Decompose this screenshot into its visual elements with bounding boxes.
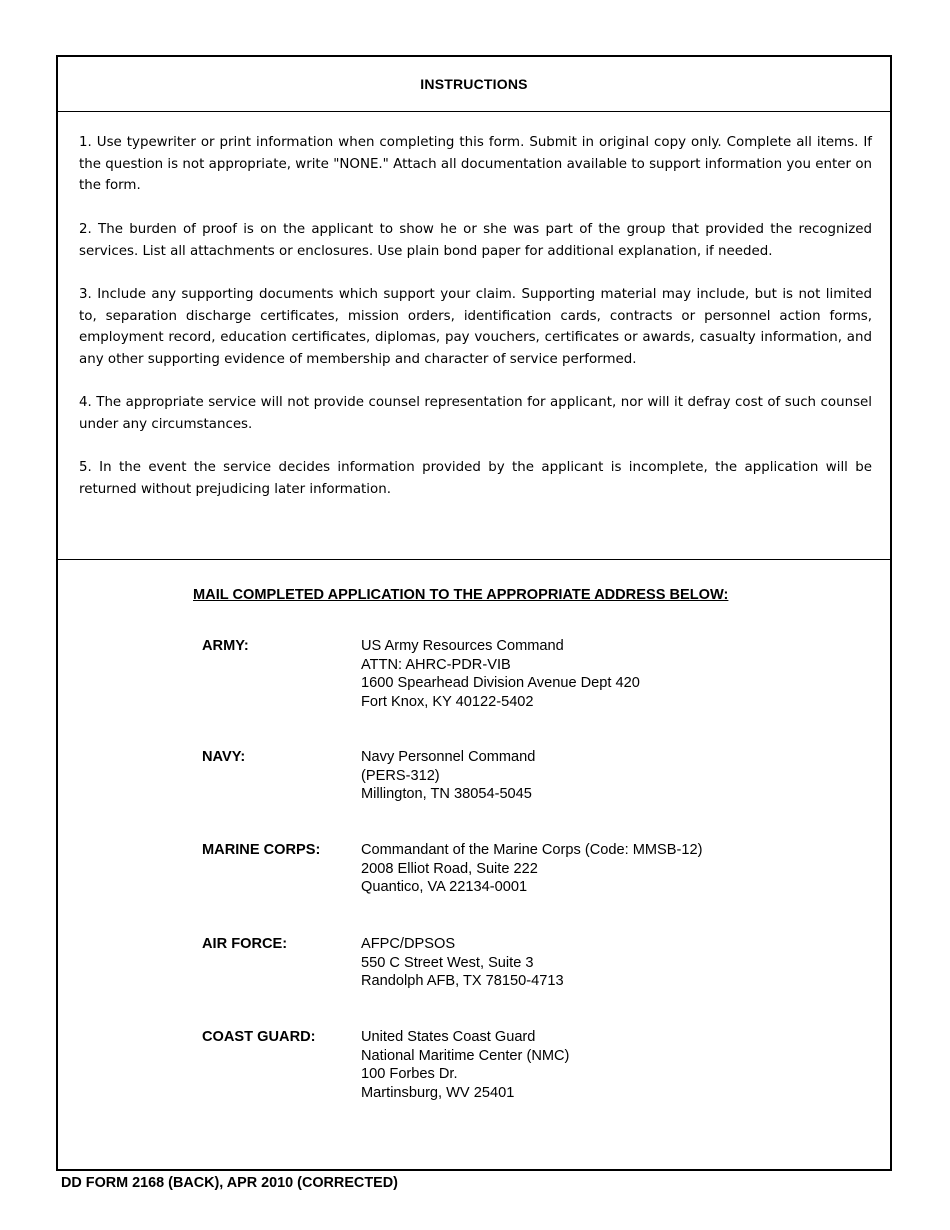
- address-lines: [361, 748, 535, 804]
- instructions-title: INSTRUCTIONS: [420, 76, 528, 92]
- address-line: Navy Personnel Command: [361, 749, 536, 765]
- address-line: Quantico, VA 22134-0001: [361, 879, 528, 896]
- address-line: United States Coast Guard: [361, 1029, 536, 1045]
- mail-heading: MAIL COMPLETED APPLICATION TO THE APPROPRIATE ADDRESS BELOW:: [193, 587, 729, 603]
- address-line: Millington, TN 38054-5045: [361, 786, 532, 803]
- address-line: National Maritime Center (NMC): [361, 1047, 570, 1064]
- address-line: 550 C Street West, Suite 3: [361, 954, 534, 971]
- address-line: 1600 Spearhead Division Avenue Dept 420: [361, 675, 640, 692]
- address-line: AFPC/DPSOS: [361, 936, 456, 952]
- address-line: 100 Forbes Dr.: [361, 1066, 458, 1083]
- instruction-item: 1. Use typewriter or print information when completing this form. Submit in original copy only. Complete all items. If the question is not appropriate, write "NONE." Attach all documentation available to support information you enter on the form.: [79, 135, 872, 194]
- branch-label-navy: NAVY:: [202, 749, 246, 765]
- branch-label-coast-guard: COAST GUARD:: [202, 1029, 316, 1045]
- address-line: Randolph AFB, TX 78150-4713: [361, 973, 564, 990]
- form-box: [56, 55, 892, 1171]
- mail-section: [58, 560, 890, 1169]
- address-line: US Army Resources Command: [361, 638, 564, 654]
- form-footer: DD FORM 2168 (BACK), APR 2010 (CORRECTED): [61, 1175, 398, 1191]
- address-lines: [361, 935, 564, 991]
- branch-label-army: ARMY:: [202, 638, 249, 654]
- instruction-item: 2. The burden of proof is on the applicant to show he or she was part of the group that provided the recognized services. List all attachments or enclosures. Use plain bond paper for additional explanation, if needed.: [79, 221, 872, 259]
- address-line: Martinsburg, WV 25401: [361, 1084, 515, 1101]
- address-lines: [361, 637, 640, 711]
- instruction-item: 3. Include any supporting documents which support your claim. Supporting material may include, but is not limited to, separation discharge certificates, mission orders, identification cards, contracts or personnel action forms, employment record, education certificates, diplomas, pay vouchers, certificates or awards, casualty information, and any other supporting evidence of membership and character of service performed.: [79, 286, 872, 367]
- instruction-item: 4. The appropriate service will not provide counsel representation for applicant, nor will it defray cost of such counsel under any circumstances.: [79, 395, 872, 433]
- address-line: 2008 Elliot Road, Suite 222: [361, 860, 538, 877]
- address-line: ATTN: AHRC-PDR-VIB: [361, 656, 511, 673]
- instructions-list: [58, 112, 890, 560]
- address-line: Commandant of the Marine Corps (Code: MMSB-12): [361, 842, 703, 858]
- address-lines: [361, 1028, 569, 1102]
- branch-label-air-force: AIR FORCE:: [202, 936, 288, 952]
- instruction-item: 5. In the event the service decides information provided by the applicant is incomplete, the application will be returned without prejudicing later information.: [79, 460, 872, 498]
- address-line: (PERS-312): [361, 767, 440, 784]
- instructions-header: [58, 57, 890, 112]
- address-lines: [361, 841, 702, 897]
- branch-label-marine-corps: MARINE CORPS:: [202, 842, 321, 858]
- address-line: Fort Knox, KY 40122-5402: [361, 693, 534, 710]
